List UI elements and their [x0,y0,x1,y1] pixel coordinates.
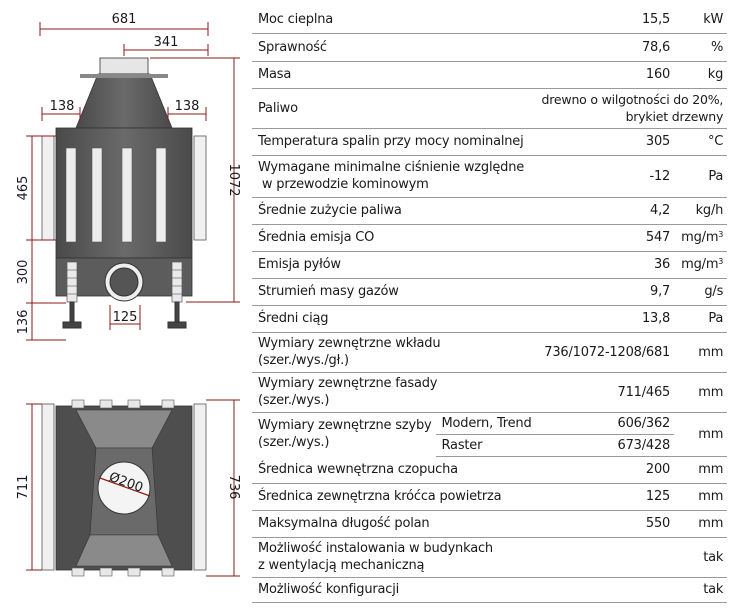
spec-value: 125 [536,483,675,510]
spec-value: 550 [536,510,675,537]
spec-row-co-emission [252,224,727,251]
spec-label: Moc cieplna [252,6,536,33]
spec-label: Sprawność [252,33,536,61]
spec-label [252,332,536,372]
dim-width-insert: 736 [226,474,241,500]
spec-label: Średnie zużycie paliwa [252,197,536,224]
spec-unit [674,224,727,251]
spec-value: 736/1072-1208/681 [536,332,675,372]
spec-label [252,537,536,577]
spec-label: Średni ciąg [252,305,536,332]
spec-value: 200 [536,456,675,483]
spec-label: Paliwo [252,88,536,128]
spec-unit: Pa [674,155,727,197]
unit-sup: 3 [718,257,724,266]
spec-row-log-length [252,510,727,537]
spec-value [536,88,728,128]
spec-label: Temperatura spalin przy mocy nominalnej [252,128,536,155]
spec-value: 9,7 [536,278,675,305]
spec-unit: Pa [674,305,727,332]
dim-flue-diameter: Ø200 [106,469,145,496]
spec-label [252,155,536,197]
glass-sub-label: Modern, Trend [436,412,536,434]
spec-unit: kW [674,6,727,33]
spec-spacer [536,577,675,602]
spec-label [252,372,536,412]
glass-sub-value: 606/362 [536,412,675,434]
glass-label-2: (szer./wys.) [258,435,330,451]
spec-unit: kg/h [674,197,727,224]
draft-label-2: w przewodzie kominowym [258,177,429,192]
spec-unit [674,251,727,278]
unit-sup: 3 [718,230,724,239]
spec-row-fuel [252,88,727,128]
glass-label-1: Wymiary zewnętrzne szyby [258,418,432,434]
spec-unit: g/s [674,278,727,305]
facade-label-2: (szer./wys.) [258,393,330,408]
spec-label: Emisja pyłów [252,251,536,278]
dim-air-inlet: 125 [112,310,138,325]
insert-label-2: (szer./wys./gł.) [258,353,349,368]
spec-row-mass [252,61,727,88]
spec-spacer [536,537,675,577]
fireplace-technical-drawing [0,0,245,616]
insert-label-1: Wymiary zewnętrzne wkładu [258,336,441,351]
glass-sub-label: Raster [436,434,536,456]
spec-value: 13,8 [536,305,675,332]
spec-row-ventilation [252,537,727,577]
vent-label-1: Możliwość instalowania w budynkach [258,541,493,556]
spec-value: 160 [536,61,675,88]
unit-base: mg/m [681,257,719,272]
spec-row-facade-dims [252,372,727,412]
spec-value: 15,5 [536,6,675,33]
spec-row-heat-output [252,6,727,33]
glass-sub-value: 673/428 [536,434,675,456]
draft-label-1: Wymagane minimalne ciśnienie względne [258,160,525,175]
spec-value: 4,2 [536,197,675,224]
spec-label: Maksymalna długość polan [252,510,536,537]
spec-row-fuel-use [252,197,727,224]
spec-row-draft-required [252,155,727,197]
fuel-line-1: drewno o wilgotności do 20%, [541,92,724,107]
spec-row-flue-temp [252,128,727,155]
front-elevation [16,12,241,340]
vent-label-2: z wentylacją mechaniczną [258,558,425,573]
spec-row-flue-diameter [252,456,727,483]
fuel-line-2: brykiet drzewny [625,109,724,124]
spec-label: Średnica wewnętrzna czopucha [252,456,536,483]
dim-height-body: 465 [16,175,31,201]
spec-unit: °C [674,128,727,155]
spec-row-gas-flow [252,278,727,305]
spec-value: 78,6 [536,33,675,61]
dim-height-feet: 136 [16,309,31,335]
spec-value: 711/465 [536,372,675,412]
spec-value: 36 [536,251,675,278]
spec-row-efficiency [252,33,727,61]
unit-base: mg/m [681,230,719,245]
plan-view [16,400,241,576]
spec-unit: mm [674,372,727,412]
spec-label: Możliwość konfiguracji [252,577,536,602]
spec-row-avg-draft [252,305,727,332]
spec-row-dust-emission [252,251,727,278]
spec-unit: % [674,33,727,61]
dim-side-right: 138 [174,99,200,114]
dim-height-legs: 300 [16,259,31,285]
spec-value: tak [674,537,727,577]
dim-width-collar: 341 [153,35,179,50]
spec-row-insert-dims [252,332,727,372]
spec-label: Średnia emisja CO [252,224,536,251]
spec-row-glass-dims-1 [252,412,727,434]
spec-value: 547 [536,224,675,251]
spec-value: 305 [536,128,675,155]
dim-side-left: 138 [49,99,75,114]
spec-unit: kg [674,61,727,88]
facade-label-1: Wymiary zewnętrzne fasady [258,376,438,391]
dim-width-total: 681 [111,12,137,27]
spec-value: tak [674,577,727,602]
spec-unit: mm [674,412,727,456]
spec-unit: mm [674,483,727,510]
spec-value: -12 [536,155,675,197]
spec-label: Średnica zewnętrzna króćca powietrza [252,483,536,510]
spec-label: Masa [252,61,536,88]
spec-label: Strumień masy gazów [252,278,536,305]
spec-table [252,6,727,603]
spec-unit: mm [674,332,727,372]
dim-height-total: 1072 [226,163,241,197]
spec-label [252,412,436,456]
dim-width-front: 711 [16,474,31,500]
spec-unit: mm [674,456,727,483]
spec-row-configuration [252,577,727,602]
spec-unit: mm [674,510,727,537]
spec-row-air-diameter [252,483,727,510]
